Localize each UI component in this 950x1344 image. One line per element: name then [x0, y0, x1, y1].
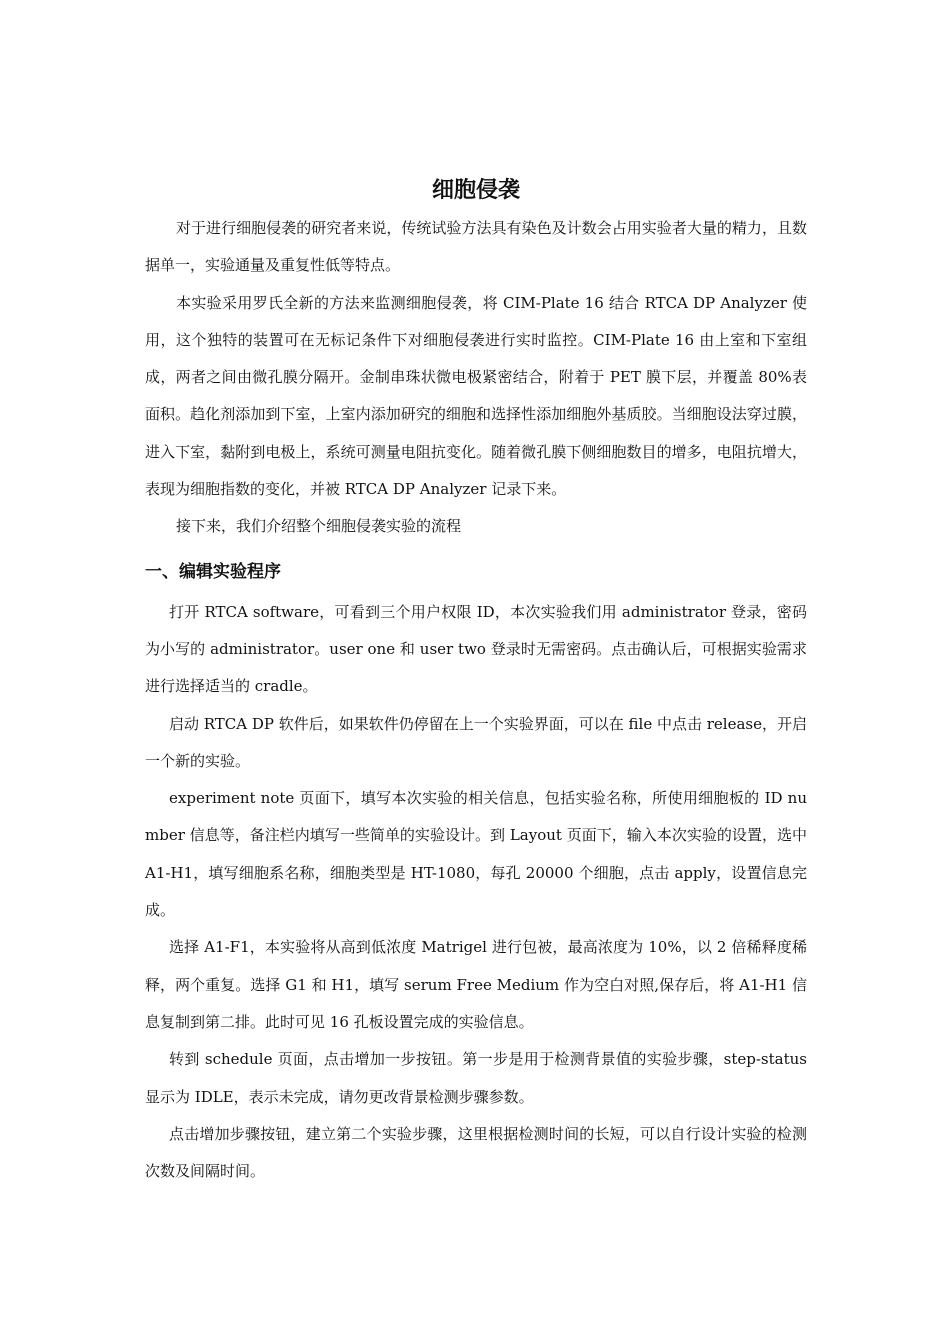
- intro-paragraph-2: 本实验采用罗氏全新的方法来监测细胞侵袭，将 CIM-Plate 16 结合 RTCA DP Analyzer 使用，这个独特的装置可在无标记条件下对细胞侵袭进行实时监控。CIM-Plate 16 由上室和下室组成，两者之间由微孔膜分隔开。金制串珠状微电极紧密结合，附着于 PET 膜下层，并覆盖 80%表面积。趋化剂添加到下室，上室内添加研究的细胞和选择性添加细胞外基质胶。当细胞设法穿过膜，进入下室，黏附到电极上，系统可测量电阻抗变化。随着微孔膜下侧细胞数目的增多，电阻抗增大，表现为细胞指数的变化，并被 RTCA DP Analyzer 记录下来。: [145, 293, 807, 499]
- section-paragraph-2: 启动 RTCA DP 软件后，如果软件仍停留在上一个实验界面，可以在 file 中点击 release，开启一个新的实验。: [145, 714, 807, 770]
- document-body: [145, 174, 807, 1190]
- section-heading: 一、编辑实验程序: [145, 561, 281, 582]
- section-paragraph-6: 点击增加步骤按钮，建立第二个实验步骤，这里根据检测时间的长短，可以自行设计实验的检测次数及间隔时间。: [145, 1124, 807, 1181]
- intro-paragraph-1: 对于进行细胞侵袭的研究者来说，传统试验方法具有染色及计数会占用实验者大量的精力，且数据单一，实验通量及重复性低等特点。: [145, 219, 807, 275]
- intro-paragraph-3: 接下来，我们介绍整个细胞侵袭实验的流程: [176, 517, 462, 536]
- section-paragraph-3: experiment note 页面下，填写本次实验的相关信息，包括实验名称，所使用细胞板的 ID number 信息等，备注栏内填写一些简单的实验设计。到 Layout 页面下，输入本次实验的设置，选中 A1-H1，填写细胞系名称，细胞类型是 HT-1080，每孔 20000 个细胞，点击 apply，设置信息完成。: [145, 789, 807, 920]
- section-paragraph-4: 选择 A1-F1，本实验将从高到低浓度 Matrigel 进行包被，最高浓度为 10%，以 2 倍稀释度稀释，两个重复。选择 G1 和 H1，填写 serum Free Medium 作为空白对照,保存后，将 A1-H1 信息复制到第二排。此时可见 16 孔板设置完成的实验信息。: [145, 938, 807, 1031]
- section-paragraph-5: 转到 schedule 页面，点击增加一步按钮。第一步是用于检测背景值的实验步骤，step-status 显示为 IDLE，表示未完成，请勿更改背景检测步骤参数。: [145, 1050, 807, 1106]
- section-paragraph-1: 打开 RTCA software，可看到三个用户权限 ID，本次实验我们用 administrator 登录，密码为小写的 administrator。user one 和 user two 登录时无需密码。点击确认后，可根据实验需求进行选择适当的 cradle。: [145, 602, 807, 696]
- page-title: 细胞侵袭: [431, 177, 520, 203]
